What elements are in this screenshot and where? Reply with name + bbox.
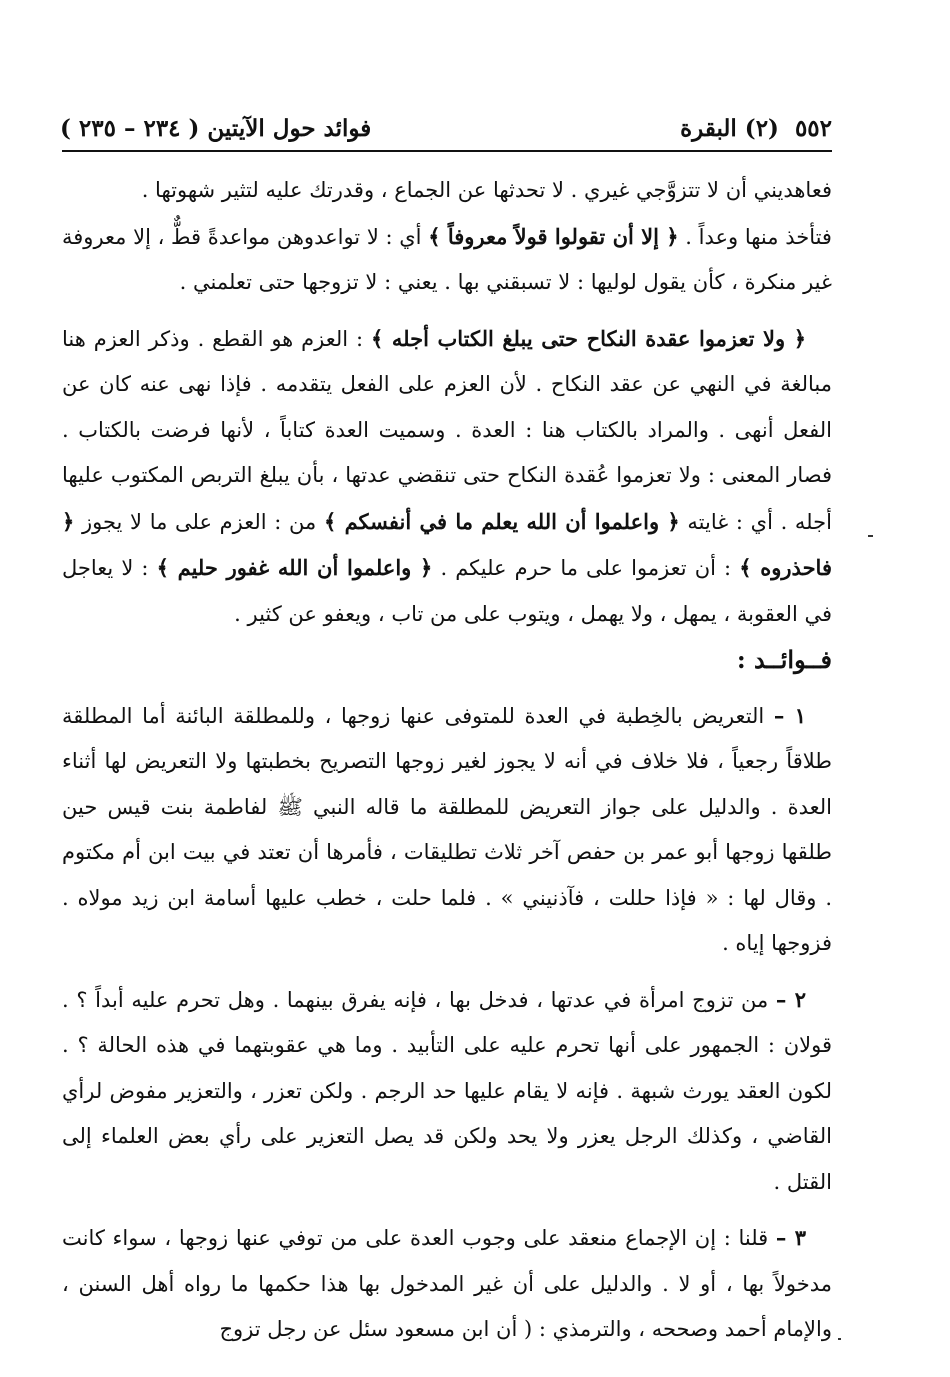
paragraph-2: [62, 214, 832, 306]
paragraph-1: [62, 168, 832, 214]
paragraph-2-text-a: فتأخذ منها وعداً .: [685, 224, 832, 249]
quran-verse: ﴿ واعلموا أن الله يعلم ما في أنفسكم ﴾: [323, 508, 680, 534]
quran-verse: ﴿ ولا تعزموا عقدة النكاح حتى يبلغ الكتاب أجله ﴾: [371, 325, 806, 351]
spacer: [62, 306, 832, 316]
paragraph-3-text-d: : لا يعاجل في العقوبة ، يمهل ، ولا يهمل ، ويتوب على من تاب ، ويعفو عن كثير .: [62, 556, 832, 626]
scan-speck: [838, 1338, 841, 1340]
header-rule: [62, 150, 832, 152]
benefit-text: من تزوج امرأة في عدتها ، فدخل بها ، فإنه يفرق بينهما . وهل تحرم عليه أبداً ؟ . قولان : الجمهور على أنها تحرم عليه على التأبيد . وما هي عقوبتهما في هذه الحالة ؟ . لكون العقد يورث شبهة . فإنه لا يقام عليها حد الرجم . ولكن تعزر ، والتعزير مفوض لرأي القاضي ، وكذلك الرجل يعزر ولا يحد ولكن قد يصل التعزير على رأي بعض العلماء إلى القتل .: [62, 987, 832, 1194]
page-body: [62, 168, 832, 1353]
quran-verse: ﴿ إلا أن تقولوا قولاً معروفاً ﴾: [428, 223, 679, 249]
quran-verse: ﴿ واعلموا أن الله غفور حليم ﴾: [156, 555, 433, 580]
paragraph-3-text-b: من : العزم على ما لا يجوز: [81, 509, 317, 534]
benefit-text: التعريض بالخِطبة في العدة للمتوفى عنها زوجها ، وللمطلقة البائنة أما المطلقة طلاقاً رجعياً ، فلا خلاف في أنه لا يجوز لغير زوجها التصريح بخطبتها ولا التعريض لها أثناء العدة . والدليل على جواز التعريض للمطلقة ما قاله النبي ﷺ لفاطمة بنت قيس حين طلقها زوجها أبو عمر بن حفص آخر ثلاث تطليقات ، فأمرها أن تعتد في بيت ابن أم مكتوم . وقال لها : « فإذا حللت ، فآذنيني » . فلما حلت ، خطب عليها أسامة ابن زيد مولاه . فزوجها إياه .: [62, 703, 832, 955]
paragraph-3-text-a: : العزم هو القطع . وذكر العزم هنا مبالغة في النهي عن عقد النكاح . لأن العزم على الفعل يتقدمه . فإذا نهى عنه كان عن الفعل أنهى . والمراد بالكتاب هنا : العدة . وسميت العدة كتاباً ، لأنها فرضت بالكتاب . فصار المعنى : ولا تعزموا عُقدة النكاح حتى تنقضي عدتها ، بأن يبلغ التربص المكتوب عليها أجله . أي : غايته: [62, 326, 832, 534]
section-heading: فــوائــد :: [736, 645, 832, 674]
benefit-number: ٢ –: [775, 986, 806, 1012]
spacer: [62, 1205, 832, 1215]
paragraph-3-text-c: : أن تعزموا على ما حرم عليكم .: [440, 556, 732, 580]
paragraph-1-text: فعاهديني أن لا تتزوَّجي غيري . لا تحدثها عن الجماع ، وقدرتك عليه لتثير شهوتها .: [141, 178, 832, 202]
benefit-2: [62, 977, 832, 1206]
scan-speck: [868, 535, 873, 537]
header-right: [680, 115, 832, 142]
surah-name: (٢) البقرة: [680, 114, 779, 142]
benefit-number: ١ –: [773, 702, 806, 728]
benefit-1: [62, 693, 832, 967]
benefit-number: ٣ –: [775, 1225, 806, 1250]
running-title: فوائد حول الآيتين ( ٢٣٤ – ٢٣٥ ): [60, 114, 372, 142]
spacer: [62, 967, 832, 977]
running-header: [60, 108, 832, 148]
quran-verse: ﴿ فاحذروه ﴾: [62, 508, 832, 580]
benefit-text: قلنا : إن الإجماع منعقد على وجوب العدة على من توفي عنها زوجها ، سواء كانت مدخولاً بها ، أو لا . والدليل على أن غير المدخول بها هذا حكمها ما رواه أهل السنن ، والإمام أحمد وصححه ، والترمذي : ( أن ابن مسعود سئل عن رجل تزوج: [62, 1226, 832, 1341]
paragraph-3: [62, 316, 832, 638]
paragraph-2-text-b: أي : لا تواعدوهن مواعدةً قطٌّ ، إلا معروفة غير منكرة ، كأن يقول لوليها : لا تسبقني بها . يعني : لا تزوجها حتى تعلمني .: [62, 224, 832, 294]
benefit-3: [62, 1215, 832, 1353]
spacer: [62, 683, 832, 693]
page-number: ٥٥٢: [794, 114, 832, 142]
